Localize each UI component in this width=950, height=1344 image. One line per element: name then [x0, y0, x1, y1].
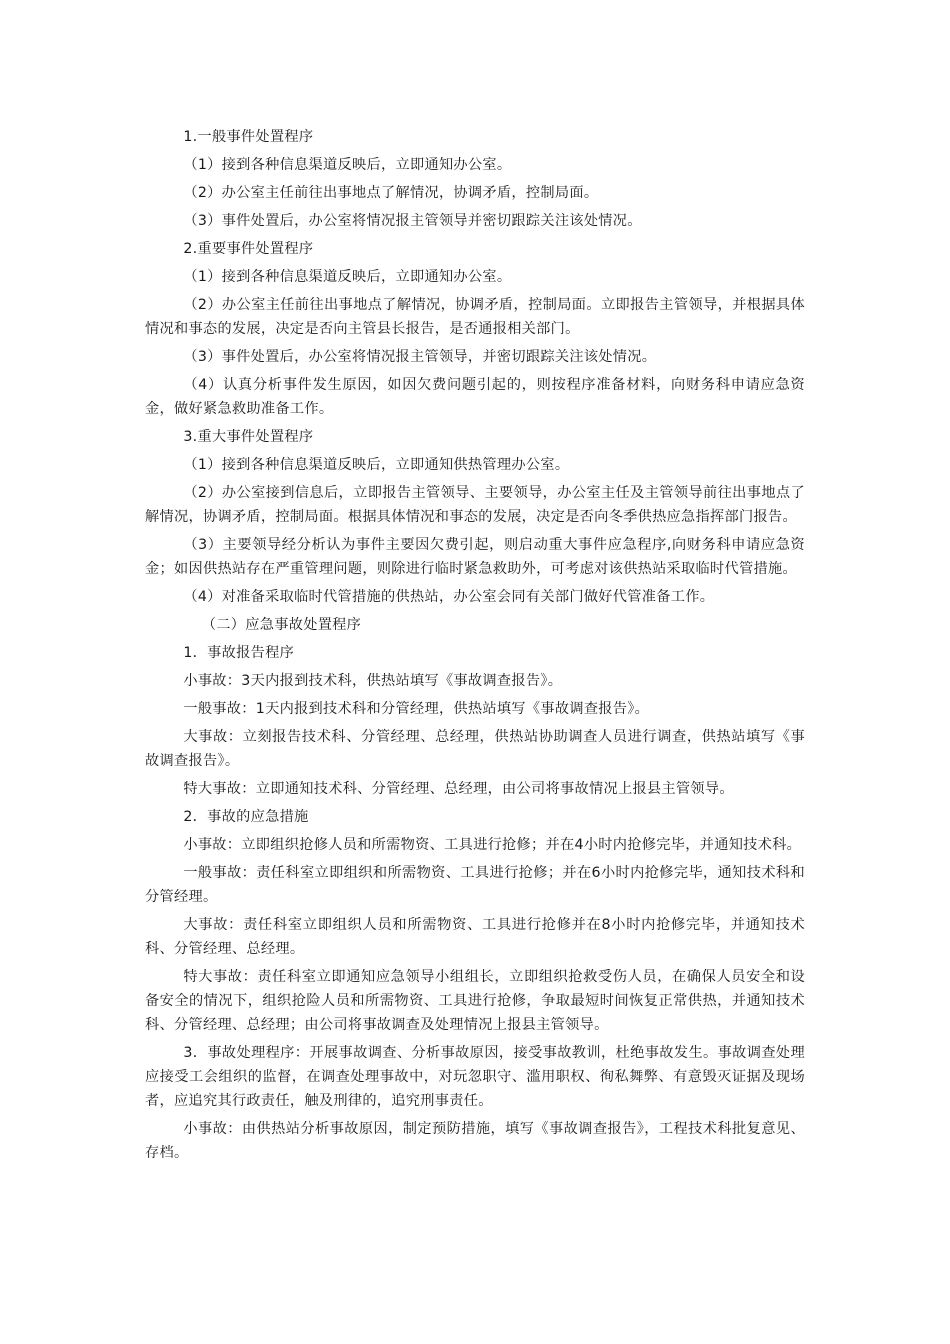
paragraph: 3.重大事件处置程序 — [183, 429, 314, 445]
paragraph: （2）办公室主任前往出事地点了解情况，协调矛盾，控制局面。 — [183, 185, 599, 201]
paragraph: 2.重要事件处置程序 — [183, 241, 314, 257]
document-body — [145, 125, 805, 1169]
paragraph: 3．事故处理程序：开展事故调查、分析事故原因，接受事故教训，杜绝事故发生。事故调查处理应接受工会组织的监督，在调查处理事故中，对玩忽职守、滥用职权、徇私舞弊、有意毁灭证据及现场者，应追究其行政责任，触及刑律的，追究刑事责任。 — [145, 1045, 805, 1109]
paragraph: 特大事故：责任科室立即通知应急领导小组组长，立即组织抢救受伤人员，在确保人员安全和设备安全的情况下，组织抢险人员和所需物资、工具进行抢修，争取最短时间恢复正常供热，并通知技术科、分管经理、总经理；由公司将事故调查及处理情况上报县主管领导。 — [145, 969, 805, 1033]
paragraph: 小事故：立即组织抢修人员和所需物资、工具进行抢修；并在4小时内抢修完毕，并通知技术科。 — [183, 837, 802, 853]
paragraph: 特大事故：立即通知技术科、分管经理、总经理，由公司将事故情况上报县主管领导。 — [183, 781, 734, 797]
paragraph: （2）办公室接到信息后，立即报告主管领导、主要领导，办公室主任及主管领导前往出事地点了解情况，协调矛盾，控制局面。根据具体情况和事态的发展，决定是否向冬季供热应急指挥部门报告。 — [145, 485, 805, 525]
paragraph: （4）认真分析事件发生原因，如因欠费问题引起的，则按程序准备材料，向财务科申请应急资金，做好紧急救助准备工作。 — [145, 377, 805, 417]
paragraph: 2．事故的应急措施 — [183, 809, 309, 825]
paragraph: （1）接到各种信息渠道反映后，立即通知供热管理办公室。 — [183, 457, 570, 473]
paragraph: （3）主要领导经分析认为事件主要因欠费引起，则启动重大事件应急程序,向财务科申请应急资金；如因供热站存在严重管理问题，则除进行临时紧急救助外，可考虑对该供热站采取临时代管措施。 — [145, 537, 805, 577]
paragraph: （1）接到各种信息渠道反映后，立即通知办公室。 — [183, 269, 512, 285]
paragraph: （3）事件处置后，办公室将情况报主管领导并密切跟踪关注该处情况。 — [183, 213, 642, 229]
paragraph: （二）应急事故处置程序 — [201, 617, 362, 633]
paragraph: （2）办公室主任前往出事地点了解情况，协调矛盾，控制局面。立即报告主管领导，并根据具体情况和事态的发展，决定是否向主管县长报告，是否通报相关部门。 — [145, 297, 805, 337]
paragraph: 一般事故：责任科室立即组织和所需物资、工具进行抢修；并在6小时内抢修完毕，通知技术科和分管经理。 — [145, 865, 805, 905]
paragraph: （1）接到各种信息渠道反映后，立即通知办公室。 — [183, 157, 512, 173]
paragraph: 小事故：由供热站分析事故原因，制定预防措施，填写《事故调查报告》，工程技术科批复意见、存档。 — [145, 1121, 805, 1161]
paragraph: 大事故：责任科室立即组织人员和所需物资、工具进行抢修并在8小时内抢修完毕，并通知技术科、分管经理、总经理。 — [145, 917, 805, 957]
paragraph: 大事故：立刻报告技术科、分管经理、总经理，供热站协助调查人员进行调查，供热站填写《事故调查报告》。 — [145, 729, 805, 769]
paragraph: 小事故：3天内报到技术科，供热站填写《事故调查报告》。 — [183, 673, 563, 689]
paragraph: 1．事故报告程序 — [183, 645, 295, 661]
paragraph: 一般事故：1天内报到技术科和分管经理，供热站填写《事故调查报告》。 — [183, 701, 650, 717]
paragraph: 1.一般事件处置程序 — [183, 129, 314, 145]
paragraph: （3）事件处置后，办公室将情况报主管领导，并密切跟踪关注该处情况。 — [183, 349, 657, 365]
paragraph: （4）对准备采取临时代管措施的供热站，办公室会同有关部门做好代管准备工作。 — [183, 589, 715, 605]
